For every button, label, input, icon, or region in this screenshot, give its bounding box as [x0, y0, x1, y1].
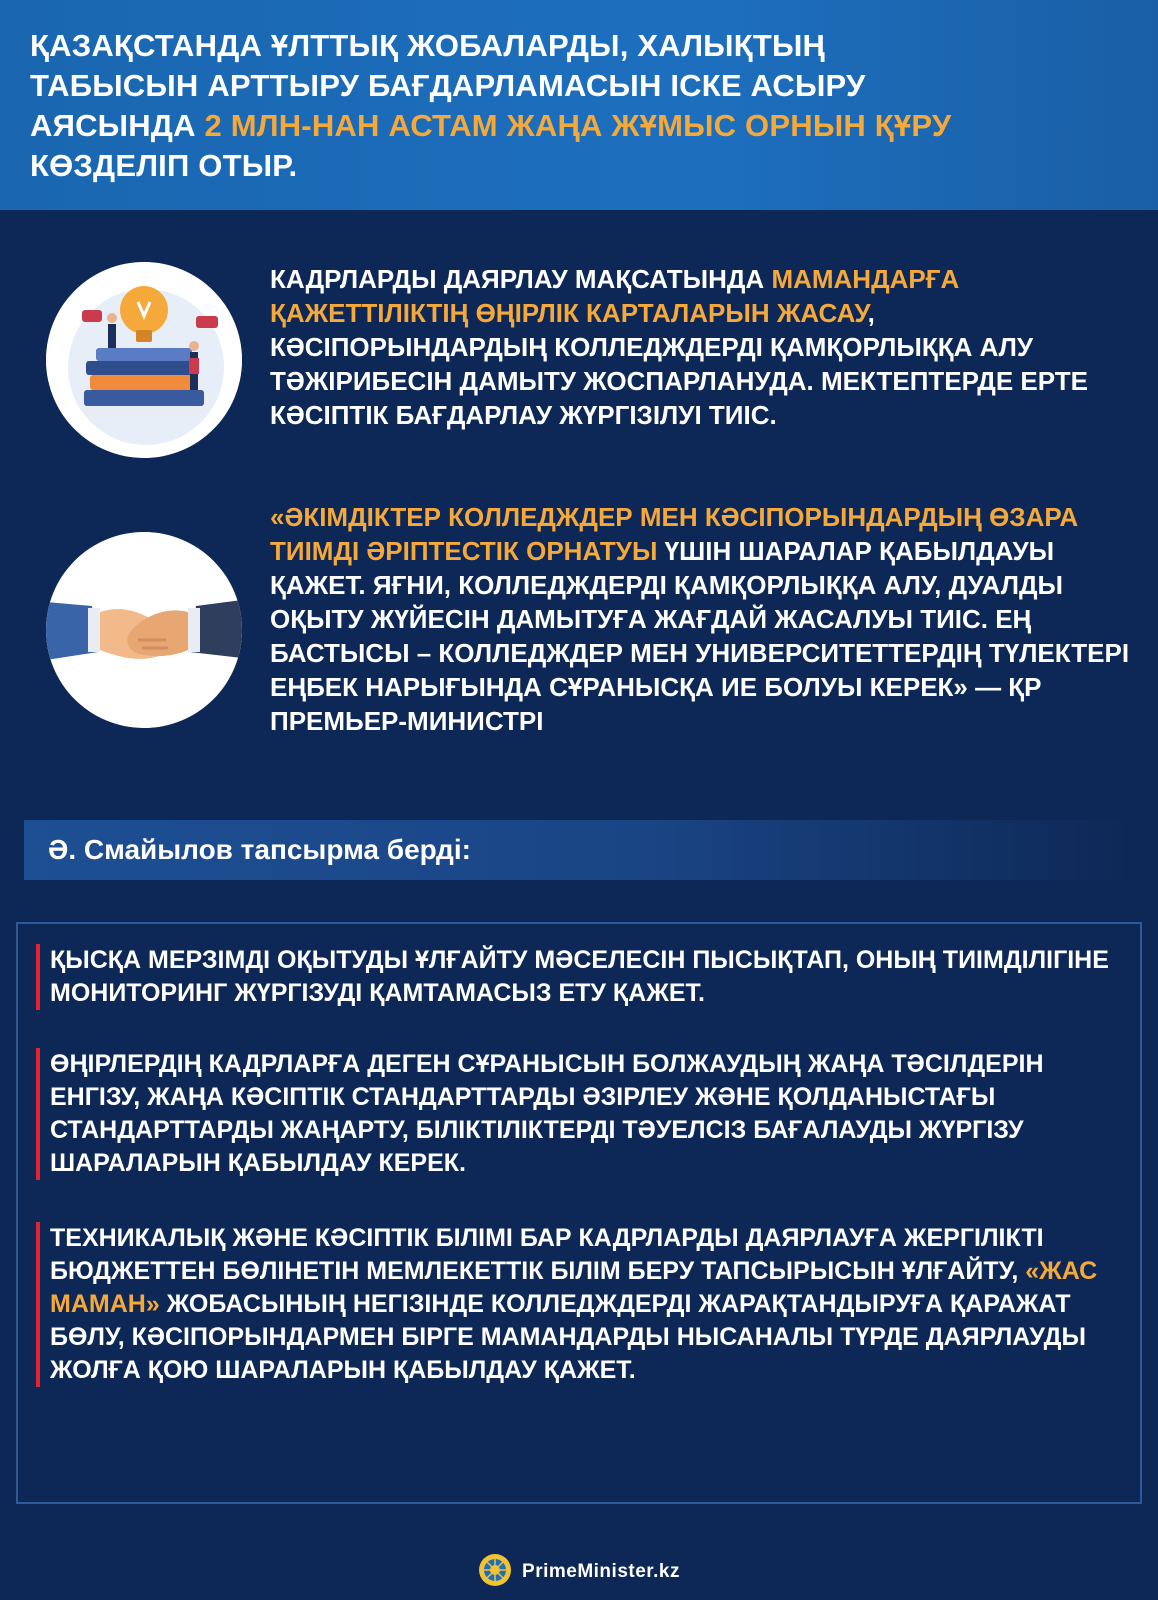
task-item-3-highlight: «ЖАС МАМАН»: [50, 1257, 1098, 1318]
task-item-3: [36, 1222, 1116, 1387]
task-item-2: [36, 1048, 1116, 1180]
task-item-2-text: ӨҢІРЛЕРДІҢ КАДРЛАРҒА ДЕГЕН СҰРАНЫСЫН БОЛЖАУДЫҢ ЖАҢА ТӘСІЛДЕРІН ЕНГІЗУ, ЖАҢА КӘСІПТІК СТАНДАРТТАРДЫ ӘЗІРЛЕУ ЖӘНЕ ҚОЛДАНЫСТАҒЫ СТАНДАРТТАРДЫ ЖАҢАРТУ, БІЛІКТІЛІКТЕРДІ ТӘУЕЛСІЗ БАҒАЛАУДЫ ЖҮРГІЗУ ШАРАЛАРЫН ҚАБЫЛДАУ КЕРЕК.: [50, 1050, 1044, 1177]
footer-site[interactable]: PrimeMinister.kz: [522, 1561, 680, 1582]
header-line-1: ҚАЗАҚСТАНДА ҰЛТТЫҚ ЖОБАЛАРДЫ, ХАЛЫҚТЫҢ: [30, 28, 826, 63]
handshake-icon: [46, 532, 242, 728]
task-item-3-text: [50, 1222, 1116, 1387]
footer: [0, 1552, 1158, 1592]
section-1-text-start: КАДРЛАРДЫ ДАЯРЛАУ МАҚСАТЫНДА: [270, 264, 772, 294]
section-2-text: [270, 500, 1140, 738]
header-line-2: ТАБЫСЫН АРТТЫРУ БАҒДАРЛАМАСЫН ІСКЕ АСЫРУ: [30, 68, 866, 103]
lightbulb-books-icon: [46, 262, 242, 458]
header-highlight: 2 МЛН-НАН АСТАМ ЖАҢА ЖҰМЫС ОРНЫН ҚҰРУ: [204, 108, 952, 143]
header-title: [30, 26, 1128, 186]
task-item-3-start: ТЕХНИКАЛЫҚ ЖӘНЕ КӘСІПТІК БІЛІМІ БАР КАДРЛАРДЫ ДАЯРЛАУҒА ЖЕРГІЛІКТІ БЮДЖЕТТЕН БӨЛІНЕТІН МЕМЛЕКЕТТІК БІЛІМ БЕРУ ТАПСЫРЫСЫН ҰЛҒАЙТУ,: [50, 1224, 1044, 1285]
section-1-text-end: , КӘСІПОРЫНДАРДЫҢ КОЛЛЕДЖДЕРДІ ҚАМҚОРЛЫҚҚА АЛУ ТӘЖІРИБЕСІН ДАМЫТУ ЖОСПАРЛАНУДА. МЕКТЕПТЕРДЕ ЕРТЕ КӘСІПТІК БАҒДАРЛАУ ЖҮРГІЗІЛУІ ТИІС.: [270, 298, 1088, 430]
header-banner: [0, 0, 1158, 210]
section-1-highlight: МАМАНДАРҒА ҚАЖЕТТІЛІКТІҢ ӨҢІРЛІК КАРТАЛАРЫН ЖАСАУ: [270, 264, 960, 328]
task-banner-title: Ә. Смайылов тапсырма берді:: [48, 834, 471, 865]
tasks-box: [16, 922, 1142, 1504]
task-item-1-text: ҚЫСҚА МЕРЗІМДІ ОҚЫТУДЫ ҰЛҒАЙТУ МӘСЕЛЕСІН ПЫСЫҚТАП, ОНЫҢ ТИІМДІЛІГІНЕ МОНИТОРИНГ ЖҮРГІЗУДІ ҚАМТАМАСЫЗ ЕТУ ҚАЖЕТ.: [50, 946, 1109, 1007]
header-line-4: КӨЗДЕЛІП ОТЫР.: [30, 148, 298, 183]
section-2-highlight: «ӘКІМДІКТЕР КОЛЛЕДЖДЕР МЕН КӘСІПОРЫНДАРДЫҢ ӨЗАРА ТИІМДІ ӘРІПТЕСТІК ОРНАТУЫ: [270, 502, 1079, 566]
header-line-3-start: АЯСЫНДА: [30, 108, 205, 143]
section-2-text-end: ҮШІН ШАРАЛАР ҚАБЫЛДАУЫ ҚАЖЕТ. ЯҒНИ, КОЛЛЕДЖДЕРДІ ҚАМҚОРЛЫҚҚА АЛУ, ДУАЛДЫ ОҚЫТУ ЖҮЙЕСІН ДАМЫТУҒА ЖАҒДАЙ ЖАСАЛУЫ ТИІС. ЕҢ БАСТЫСЫ – КОЛЛЕДЖДЕР МЕН УНИВЕРСИТЕТТЕРДІҢ ТҮЛЕКТЕРІ ЕҢБЕК НАРЫҒЫНДА СҰРАНЫСҚА ИЕ БОЛУЫ КЕРЕК» — ҚР ПРЕМЬЕР-МИНИСТРІ: [270, 536, 1130, 736]
task-banner: [24, 820, 1134, 880]
task-item-3-end: ЖОБАСЫНЫҢ НЕГІЗІНДЕ КОЛЛЕДЖДЕРДІ ЖАРАҚТАНДЫРУҒА ҚАРАЖАТ БӨЛУ, КӘСІПОРЫНДАРМЕН БІРГЕ МАМАНДАРДЫ НЫСАНАЛЫ ТҮРДЕ ДАЯРЛАУДЫ ЖОЛҒА ҚОЮ ШАРАЛАРЫН ҚАБЫЛДАУ ҚАЖЕТ.: [50, 1290, 1086, 1384]
section-1-text: [270, 262, 1140, 432]
emblem-icon: [478, 1553, 512, 1592]
task-item-1: [36, 944, 1116, 1010]
